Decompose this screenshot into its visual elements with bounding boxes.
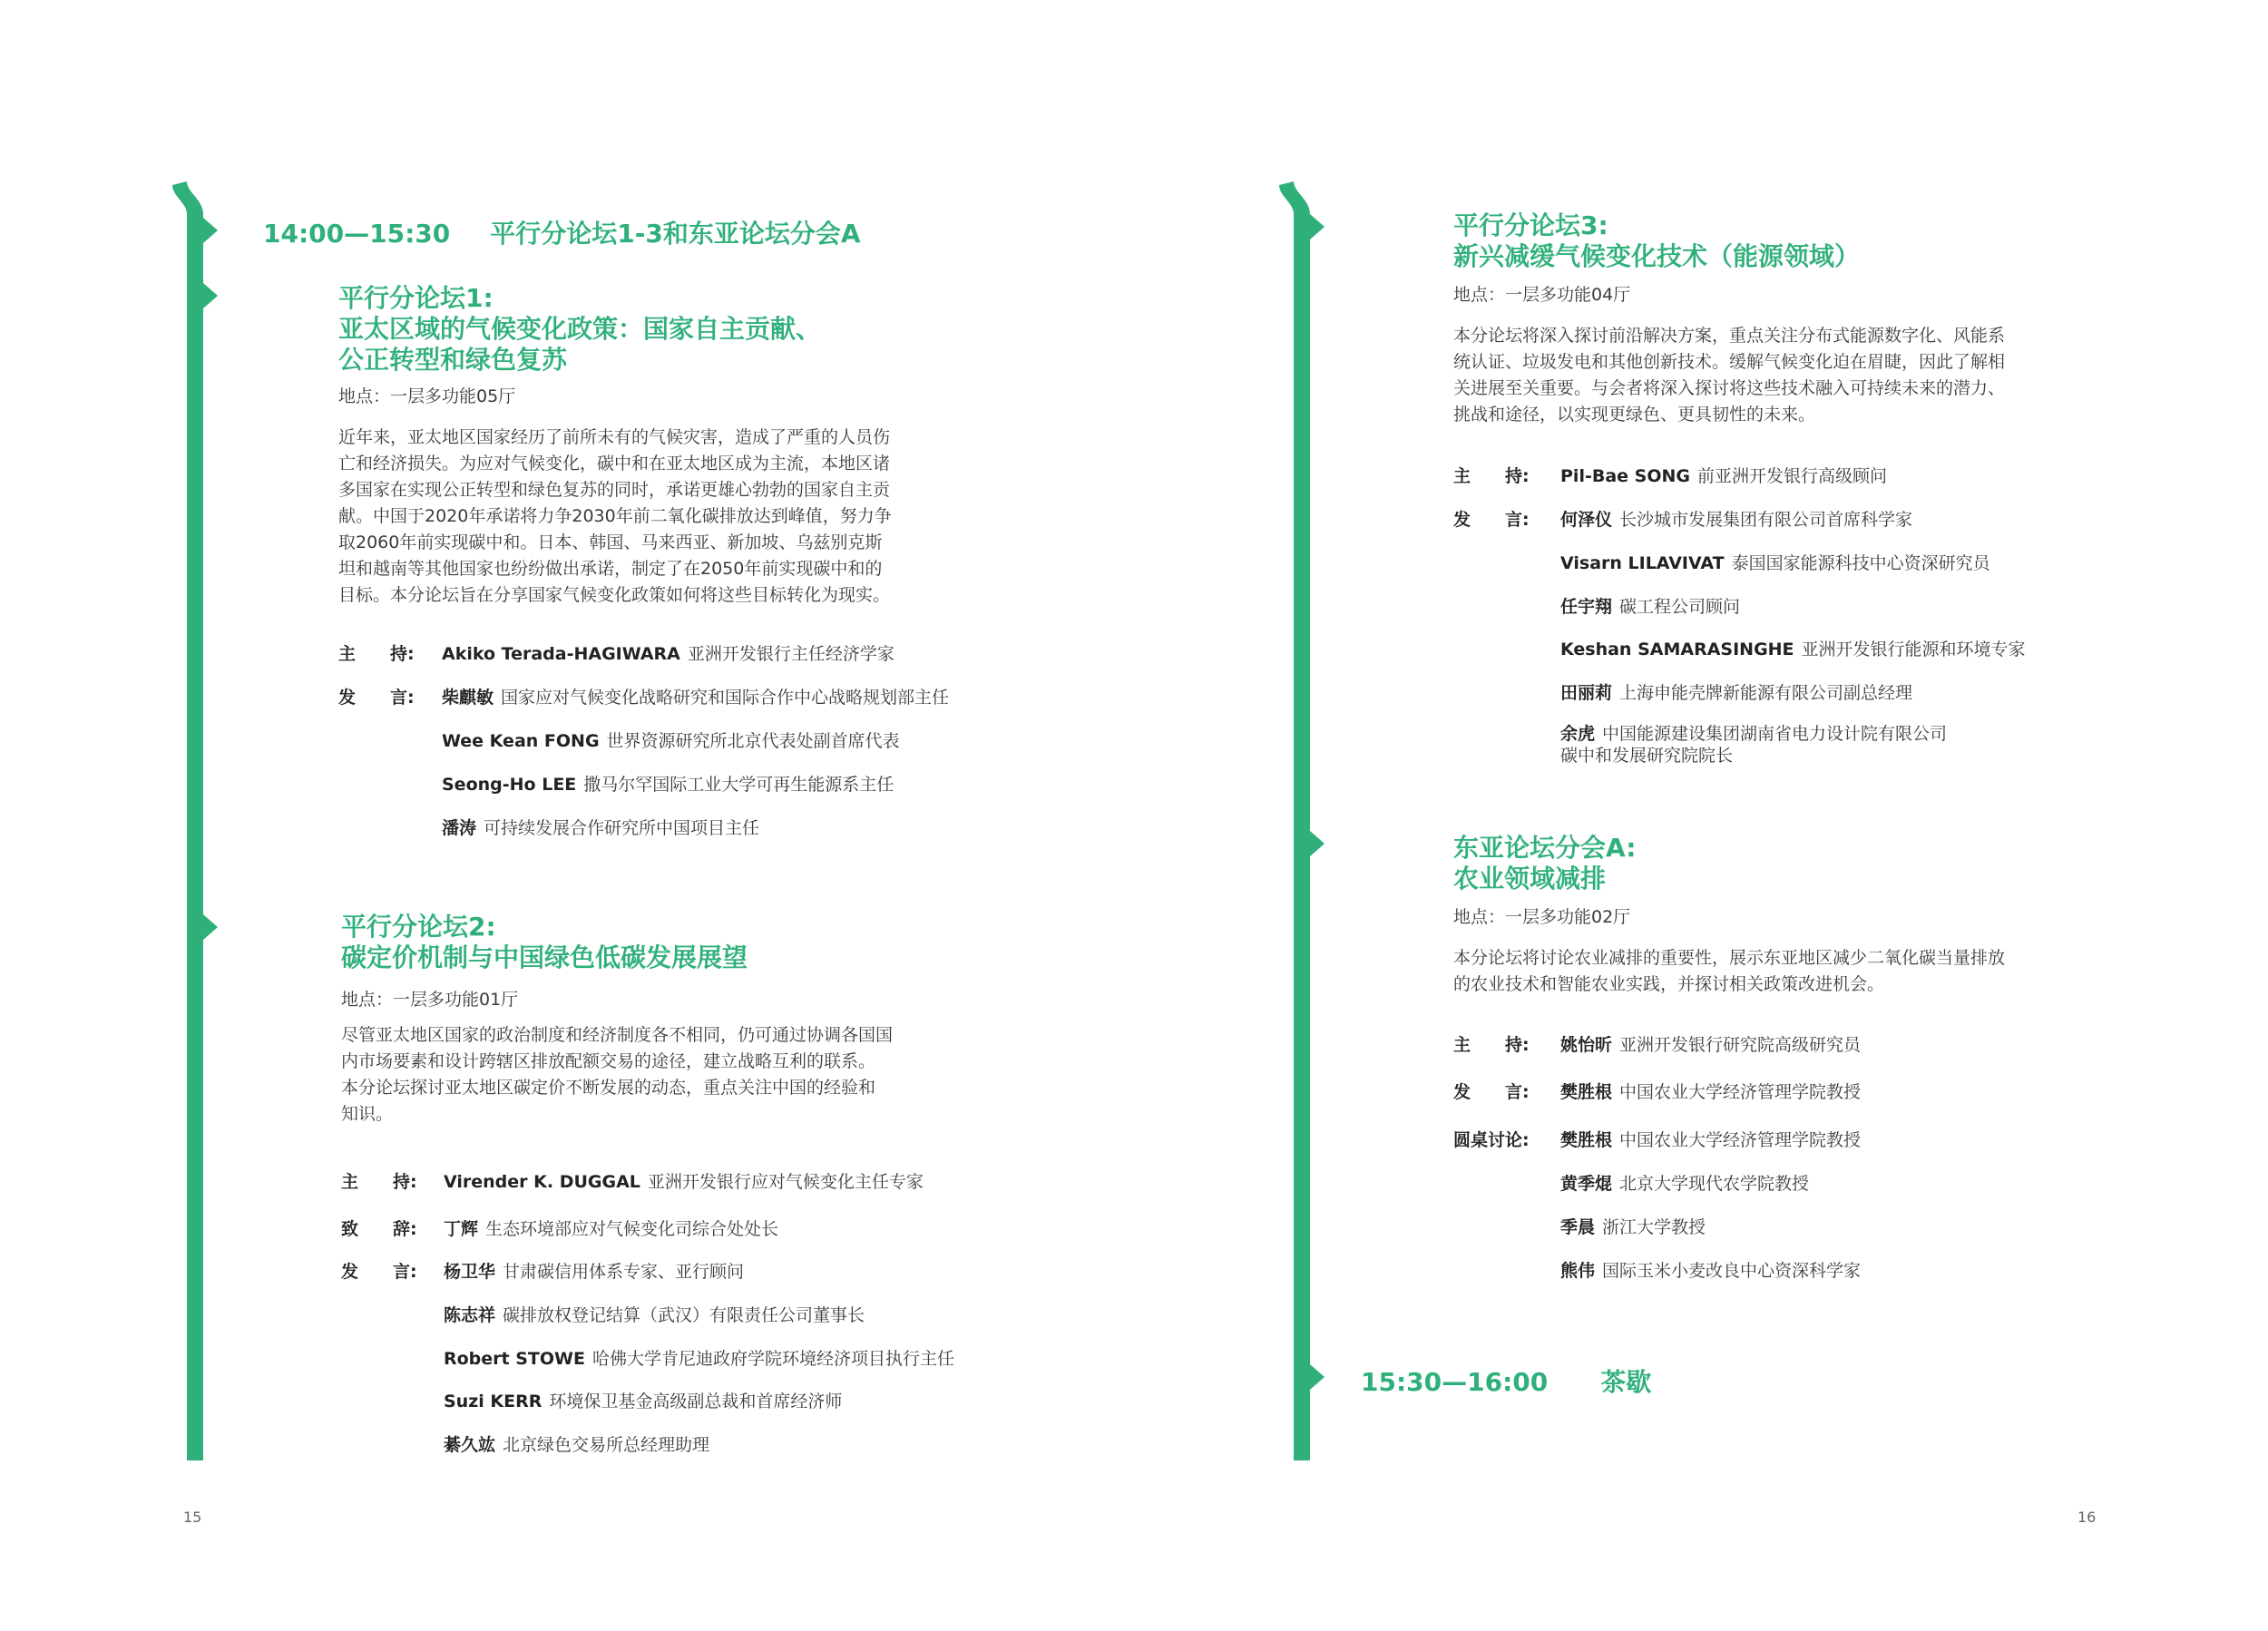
- title-line: 公正转型和绿色复苏: [338, 345, 568, 375]
- person-name: 潘涛: [442, 818, 477, 838]
- person-title: 可持续发展合作研究所中国项目主任: [484, 818, 760, 838]
- person-name: 樊胜根: [1560, 1130, 1613, 1150]
- person-title-line2: 碳中和发展研究院院长: [1560, 746, 1734, 766]
- timeline-marker: [203, 283, 218, 308]
- person-name: 何泽仪: [1560, 510, 1613, 530]
- person-name: Suzi KERR: [444, 1392, 543, 1411]
- speaker-entry: [442, 728, 900, 752]
- forumA-location: 地点：一层多功能02厅: [1453, 907, 1631, 927]
- roundtable-entry: [1560, 1170, 1809, 1195]
- person-title: 环境保卫基金高级副总裁和首席经济师: [549, 1392, 843, 1411]
- person-name: 熊伟: [1560, 1261, 1596, 1281]
- desc-line: 本分论坛探讨亚太地区碳定价不断发展的动态，重点关注中国的经验和: [341, 1078, 876, 1098]
- title-line: 碳定价机制与中国绿色低碳发展展望: [341, 942, 748, 972]
- person-title: 前亚洲开发银行高级顾问: [1696, 466, 1887, 486]
- person-name: Keshan SAMARASINGHE: [1560, 640, 1794, 659]
- person-title: 亚洲开发银行应对气候变化主任专家: [647, 1172, 924, 1192]
- desc-line: 统认证、垃圾发电和其他创新技术。缓解气候变化迫在眉睫，因此了解相: [1453, 352, 2006, 372]
- role-speaker: 发 言:: [1453, 1082, 1530, 1102]
- desc-line: 近年来，亚太地区国家经历了前所未有的气候灾害，造成了严重的人员伤: [338, 427, 891, 447]
- forum3-description: [1453, 323, 2005, 428]
- role-speaker: 发 言:: [338, 688, 415, 708]
- speaker-entry: [442, 684, 949, 708]
- roundtable-entry: [1560, 1257, 1861, 1282]
- person-name: Seong-Ho LEE: [442, 775, 577, 795]
- host-entry: [1560, 1031, 1861, 1056]
- speaker-entry: [444, 1388, 842, 1412]
- title-line: 亚太区域的气候变化政策：国家自主贡献、: [338, 314, 822, 344]
- title-line: 平行分论坛2:: [341, 912, 496, 942]
- person-title: 亚洲开发银行主任经济学家: [687, 644, 894, 664]
- speaker-entry: [1560, 723, 1947, 767]
- role-host: 主 持:: [338, 644, 415, 664]
- role-address: 致 辞:: [341, 1219, 417, 1239]
- forum2-description: [341, 1022, 893, 1128]
- forum3-location: 地点：一层多功能04厅: [1453, 285, 1631, 305]
- desc-line: 取2060年前实现碳中和。日本、韩国、马来西亚、新加坡、乌兹别克斯: [338, 532, 883, 552]
- address-entry: [444, 1216, 778, 1240]
- title-line: 新兴减缓气候变化技术（能源领域）: [1453, 241, 1861, 271]
- person-name: 綦久竑: [444, 1435, 496, 1455]
- forumA-title: [1453, 833, 1636, 894]
- person-title: 碳排放权登记结算（武汉）有限责任公司董事长: [503, 1305, 865, 1325]
- session-time-heading: [263, 214, 861, 250]
- person-name: 任宇翔: [1560, 597, 1613, 617]
- speaker-entry: [1560, 679, 1912, 704]
- page-number: 16: [2077, 1509, 2097, 1526]
- forumA-description: [1453, 945, 2005, 998]
- person-name: Robert STOWE: [444, 1349, 585, 1369]
- tea-break-heading: [1361, 1362, 1651, 1399]
- person-name: Wee Kean FONG: [442, 731, 600, 751]
- person-title: 国家应对气候变化战略研究和国际合作中心战略规划部主任: [501, 688, 950, 708]
- speaker-entry: [444, 1258, 744, 1283]
- person-title: 北京大学现代农学院教授: [1619, 1174, 1810, 1194]
- person-title: 国际玉米小麦改良中心资深科学家: [1602, 1261, 1862, 1281]
- person-title: 北京绿色交易所总经理助理: [503, 1435, 710, 1455]
- speaker-entry: [1560, 550, 1990, 574]
- role-host: 主 持:: [1453, 466, 1530, 486]
- person-name: 余虎: [1560, 724, 1596, 744]
- session-title: 平行分论坛1-3和东亚论坛分会A: [490, 219, 861, 249]
- desc-line: 挑战和途径，以实现更绿色、更具韧性的未来。: [1453, 405, 1816, 425]
- right-page: [1134, 0, 2268, 1631]
- person-name: 樊胜根: [1560, 1082, 1613, 1102]
- speaker-entry: [444, 1431, 709, 1456]
- roundtable-entry: [1560, 1127, 1861, 1151]
- desc-line: 献。中国于2020年承诺将力争2030年前二氧化碳排放达到峰值，努力争: [338, 506, 892, 526]
- speaker-entry: [1560, 636, 2026, 660]
- timeline-rail: [1270, 181, 1343, 1470]
- person-name: 季晨: [1560, 1217, 1596, 1237]
- desc-line: 知识。: [341, 1104, 394, 1124]
- host-entry: [1560, 463, 1887, 487]
- person-name: Visarn LILAVIVAT: [1560, 553, 1725, 573]
- person-name: 黄季焜: [1560, 1174, 1613, 1194]
- person-name: 陈志祥: [444, 1305, 496, 1325]
- person-title: 世界资源研究所北京代表处副首席代表: [606, 731, 900, 751]
- role-speaker: 发 言:: [1453, 510, 1530, 530]
- person-name: Akiko Terada-HAGIWARA: [442, 644, 680, 664]
- person-title: 浙江大学教授: [1602, 1217, 1706, 1237]
- forum1-location: 地点：一层多功能05厅: [338, 386, 516, 406]
- role-host: 主 持:: [341, 1172, 417, 1192]
- person-title: 亚洲开发银行研究院高级研究员: [1619, 1035, 1862, 1055]
- speaker-entry: [442, 771, 894, 796]
- forum2-location: 地点：一层多功能01厅: [341, 990, 519, 1010]
- timeline-marker: [1310, 214, 1325, 239]
- desc-line: 亡和经济损失。为应对气候变化，碳中和在亚太地区成为主流，本地区诸: [338, 454, 891, 474]
- desc-line: 本分论坛将深入探讨前沿解决方案，重点关注分布式能源数字化、风能系: [1453, 326, 2006, 346]
- person-name: Pil-Bae SONG: [1560, 466, 1690, 486]
- desc-line: 的农业技术和智能农业实践，并探讨相关政策改进机会。: [1453, 974, 1885, 994]
- desc-line: 多国家在实现公正转型和绿色复苏的同时，承诺更雄心勃勃的国家自主贡: [338, 480, 891, 500]
- timeline-marker: [203, 914, 218, 940]
- timeline-marker: [1310, 831, 1325, 856]
- desc-line: 坦和越南等其他国家也纷纷做出承诺，制定了在2050年前实现碳中和的: [338, 559, 883, 579]
- speaker-entry: [444, 1345, 954, 1370]
- speaker-entry: [1560, 593, 1740, 618]
- person-title: 亚洲开发银行能源和环境专家: [1801, 640, 2026, 659]
- forum1-description: [338, 425, 892, 609]
- forum2-title: [341, 912, 748, 973]
- speaker-entry: [1560, 1079, 1861, 1103]
- role-roundtable: 圆桌讨论:: [1453, 1130, 1530, 1150]
- speaker-entry: [442, 815, 759, 839]
- person-title: 生态环境部应对气候变化司综合处处长: [485, 1219, 779, 1239]
- person-title: 碳工程公司顾问: [1619, 597, 1741, 617]
- session-time: 14:00—15:30: [263, 219, 451, 249]
- title-line: 平行分论坛1:: [338, 283, 494, 313]
- desc-line: 关进展至关重要。与会者将深入探讨将这些技术融入可持续未来的潜力、: [1453, 378, 2006, 398]
- person-title: 撒马尔罕国际工业大学可再生能源系主任: [583, 775, 894, 795]
- role-host: 主 持:: [1453, 1035, 1530, 1055]
- person-title: 中国能源建设集团湖南省电力设计院有限公司: [1602, 724, 1948, 744]
- forum3-title: [1453, 210, 1860, 272]
- person-title: 中国农业大学经济管理学院教授: [1619, 1082, 1862, 1102]
- person-name: 丁辉: [444, 1219, 479, 1239]
- title-line: 平行分论坛3:: [1453, 210, 1608, 240]
- desc-line: 目标。本分论坛旨在分享国家气候变化政策如何将这些目标转化为现实。: [338, 585, 891, 605]
- person-title: 甘肃碳信用体系专家、亚行顾问: [503, 1262, 745, 1282]
- person-name: 田丽莉: [1560, 683, 1613, 703]
- timeline-marker: [1310, 1364, 1325, 1390]
- person-title: 中国农业大学经济管理学院教授: [1619, 1130, 1862, 1150]
- title-line: 农业领域减排: [1453, 864, 1607, 894]
- roundtable-entry: [1560, 1214, 1706, 1238]
- person-name: 柴麒敏: [442, 688, 494, 708]
- person-title: 泰国国家能源科技中心资深研究员: [1731, 553, 1990, 573]
- tea-break-title: 茶歇: [1600, 1367, 1652, 1397]
- forum1-title: [338, 283, 821, 376]
- person-title: 长沙城市发展集团有限公司首席科学家: [1619, 510, 1913, 530]
- timeline-rail: [163, 181, 236, 1470]
- desc-line: 本分论坛将讨论农业减排的重要性，展示东亚地区减少二氧化碳当量排放: [1453, 948, 2006, 968]
- host-entry: [442, 640, 894, 665]
- host-entry: [444, 1168, 924, 1193]
- person-name: Virender K. DUGGAL: [444, 1172, 640, 1192]
- person-title: 哈佛大学肯尼迪政府学院环境经济项目执行主任: [591, 1349, 954, 1369]
- person-name: 杨卫华: [444, 1262, 496, 1282]
- role-speaker: 发 言:: [341, 1262, 417, 1282]
- person-title: 上海申能壳牌新能源有限公司副总经理: [1619, 683, 1913, 703]
- title-line: 东亚论坛分会A:: [1453, 833, 1637, 863]
- desc-line: 内市场要素和设计跨辖区排放配额交易的途径，建立战略互利的联系。: [341, 1051, 876, 1071]
- speaker-entry: [444, 1302, 865, 1326]
- speaker-entry: [1560, 506, 1912, 531]
- desc-line: 尽管亚太地区国家的政治制度和经济制度各不相同，仍可通过协调各国国: [341, 1025, 894, 1045]
- person-name: 姚怡昕: [1560, 1035, 1613, 1055]
- timeline-marker: [203, 218, 218, 243]
- page-number: 15: [183, 1509, 202, 1526]
- tea-break-time: 15:30—16:00: [1361, 1367, 1549, 1397]
